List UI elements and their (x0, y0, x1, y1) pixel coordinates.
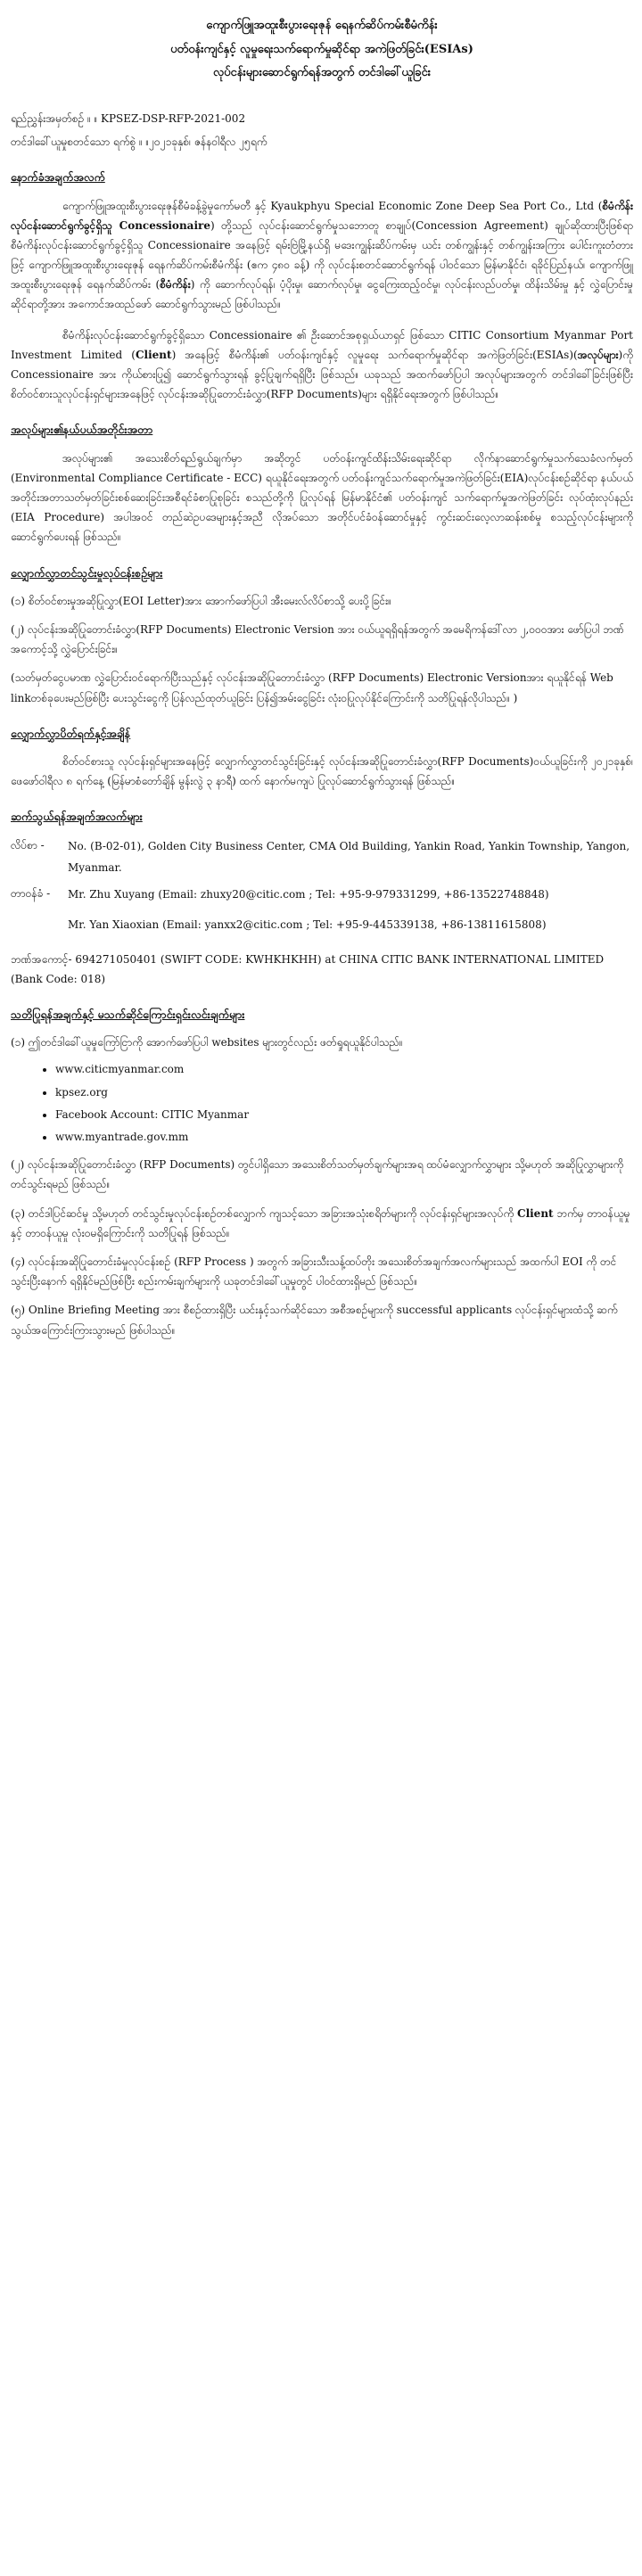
contact-person-1: Mr. Zhu Xuyang (Email: zhuxy20@citic.com ; Tel: +95-9-979331299, +86-13522748848) (68, 887, 549, 901)
deadline-paragraph: စိတ်ဝင်စားသူ လုပ်ငန်းရှင်များအနေဖြင့် လျှောက်လွှာတင်သွင်းခြင်းနှင့် လုပ်ငန်းအဆိုပြုတောင်းခံလွှာ(RFP Documents)ဝယ်ယူခြင်းကို ၂၀၂၁ခုနှစ်၊ ဖေဖော်ဝါရီလ ၈ ရက်နေ့ (မြန်မာစံတော်ချိန် မွန်းလွဲ ၃ နာရီ) ထက် နောက်မကျပဲ ပြုလုပ်ဆောင်ရွက်သွားရန် ဖြစ်သည်။ (11, 755, 633, 788)
contact-heading: ဆက်သွယ်ရန်အချက်အလက်များ (11, 810, 143, 824)
procedure-note: (သတ်မှတ်ငွေပမာဏ လွှဲပြောင်းဝင်ရောက်ပြီးသည်နှင့် လုပ်ငန်းအဆိုပြုတောင်းခံလွှာ (RFP Documents) Electronic Versionအား ရယူနိုင်ရန် Web linkတစ်ခုပေးမည်ဖြစ်ပြီး ပေးသွင်းငွေကို ပြန်လည်ထုတ်ယူခြင်း ပြန်၍အမ်းငွေခြင်း လုံးဝပြုလုပ်နိုင်ကြောင်းကို သတိပြုရန်လိုပါသည်။ ) (11, 671, 613, 704)
client-term: Client (135, 348, 172, 361)
contact-person-2: Mr. Yan Xiaoxian (Email: yanxx2@citic.com ; Tel: +95-9-445339138, +86-13811615808) (68, 918, 547, 931)
document-title-block (11, 14, 633, 86)
title-line-2: ပတ်ဝန်းကျင်နှင့် လူမှုရေးသက်ရောက်မှုဆိုင်ရာ အကဲဖြတ်ခြင်း(ESIAs) (170, 42, 473, 56)
background2-text-c: )ကို Concessionaire အား ကိုယ်စားပြု၍ ဆောင်ရွက်သွားရန် ခွင့်ပြုချက်ရရှိပြီး ဖြစ်သည်။ ယခုသည် အထက်ဖော်ပြပါ အလုပ်များအတွက် တင်ဒါခေါ်ခြင်းဖြစ်ပြီး စိတ်ဝင်စားသူလုပ်ငန်းရှင်များအနေဖြင့် လုပ်ငန်းအဆိုပြုတောင်းခံလွှာ(RFP Documents)များ ရရှိနိုင်ရေးအတွက် ဖြစ်ပါသည်။ (11, 348, 633, 401)
note-3-text-a: (၃) တင်ဒါပြင်ဆင်မှု သို့မဟုတ် တင်သွင်းမှုလုပ်ငန်းစဉ်တစ်လျှောက် ကျသင့်သော အခြားအသုံးစရိတ်များကို လုပ်ငန်းရှင်များအလုပ်ကို (11, 1206, 518, 1220)
website-item[interactable]: • www.citicmyanmar.com (55, 1061, 633, 1078)
bank-account: ဘဏ်အကောင့်- 694271050401 (SWIFT CODE: KWHKHKHH) at CHINA CITIC BANK INTERNATIONAL LIMITED (Bank Code: 018) (11, 952, 605, 985)
background-paragraph-1 (11, 196, 633, 315)
title-line-1: ကျောက်ဖြူအထူးစီးပွားရေးဇုန် ရေနက်ဆိပ်ကမ်းစီမံကိန်း (206, 19, 438, 32)
works-term: အလုပ်များ (577, 348, 619, 361)
concessionaire-term: စီမံကိန်းလုပ်ငန်းဆောင်ရွက်ခွင့်ရှိသူ Concessionaire (11, 199, 633, 232)
note-3-client-term: Client (517, 1206, 554, 1220)
background-paragraph-2 (11, 325, 633, 405)
title-line-3: လုပ်ငန်းများဆောင်ရွက်ရန်အတွက် တင်ဒါခေါ်ယူခြင်း (212, 66, 432, 80)
note-4: (၄) လုပ်ငန်းအဆိုပြုတောင်းခံမှုလုပ်ငန်းစဉ် (RFP Process ) အတွက် အခြားသီးသန့်ထပ်တိုး အသေးစိတ်အချက်အလက်များသည် အထက်ပါ EOI ကို တင်သွင်းပြီးနောက် ရရှိနိုင်မည်ဖြစ်ပြီး စည်းကမ်းချက်များကို ယခုတင်ဒါခေါ်ယူမှုတွင် ပါဝင်ထားရှိမည် ဖြစ်သည်။ (11, 1255, 617, 1288)
note-2: (၂) လုပ်ငန်းအဆိုပြုတောင်းခံလွှာ (RFP Documents) တွင်ပါရှိသော အသေးစိတ်သတ်မှတ်ချက်များအရ ထပ်မံလျှောက်လွှာများ သို့မဟုတ် အဆိုပြုလွှာများကို တင်သွင်းရမည် ဖြစ်သည်။ (11, 1158, 624, 1191)
contact-person-list (68, 884, 633, 944)
address-label: လိပ်စာ - (11, 838, 45, 852)
procedure-heading: လျှောက်လွှာတင်သွင်းမှုလုပ်ငန်းစဉ်များ (11, 565, 163, 580)
background-text-c: ) ကို ဆောက်လုပ်ရန်၊ ပံ့ပိုးမှု၊ ဆောက်လုပ်မှု၊ ငွေကြေးထည့်ဝင်မှု၊ လုပ်ငန်းလည်ပတ်မှု၊ ထိန်းသိမ်းမှု နှင့် လွှဲပြောင်းမှု ဆိုင်ရာတို့အား အကောင်အထည်ဖော် ဆောင်ရွက်သွားမည် ဖြစ်ပါသည်။ (11, 278, 633, 311)
website-item[interactable]: • www.myantrade.gov.mm (55, 1129, 633, 1146)
background-text-a: ကျောက်ဖြူအထူးစီးပွားရေးဇုန်စီမံခန့်ခွဲမှုကော်မတီ နှင့် Kyaukphyu Special Economic Zone Deep Sea Port Co., Ltd ( (62, 199, 603, 212)
contact-person-row (11, 884, 633, 944)
background2-text-b: ) အနေဖြင့် စီမံကိန်း၏ ပတ်ဝန်းကျင်နှင့် လူမှုရေး သက်ရောက်မှုဆိုင်ရာ အကဲဖြတ်ခြင်း(ESIAs)( (171, 348, 578, 361)
notes-heading: သတိပြုရန်အချက်နှင့် မသက်ဆိုင်ကြောင်းရှင်းလင်းချက်များ (11, 1008, 245, 1022)
background2-text-a: စီမံကိန်းလုပ်ငန်းဆောင်ရွက်ခွင့်ရှိသော Concessionaire ၏ ဦးဆောင်အစုရှယ်ယာရှင် ဖြစ်သော CITIC Consortium Myanmar Port Investment Limited ( (11, 328, 633, 361)
project-term: စီမံကိန်း (160, 278, 191, 292)
background-heading: နောက်ခံအချက်အလက် (11, 170, 105, 185)
scope-heading: အလုပ်များ၏နယ်ပယ်အတိုင်းအတာ (11, 423, 153, 437)
procedure-step-1: (၁) စိတ်ဝင်စားမှုအဆိုပြုလွှာ(EOI Letter)အား အောက်ဖော်ပြပါ အီးမေးလ်လိပ်စာသို့ ပေးပို့ခြင်း။ (11, 594, 391, 607)
website-item[interactable]: • Facebook Account: CITIC Myanmar (55, 1107, 633, 1123)
scope-paragraph: အလုပ်များ၏ အသေးစိတ်ရည်ရွယ်ချက်မှာ အဆိုတွင် ပတ်ဝန်းကျင်ထိန်းသိမ်းရေးဆိုင်ရာ လိုက်နာဆောင်ရွက်မှုသက်သေခံလက်မှတ် (Environmental Compliance Certificate - ECC) ရယူနိုင်ရေးအတွက် ပတ်ဝန်းကျင်သက်ရောက်မှုအကဲဖြတ်ခြင်း(EIA)လုပ်ငန်းစဉ်ဆိုင်ရာ နယ်ပယ်အတိုင်းအတာသတ်မှတ်ခြင်းစစ်ဆေးခြင်းအစီရင်ခံစာပြုစုခြင်း စသည်တို့ကို ပြုလုပ်ရန် မြန်မာနိုင်ငံ၏ ပတ်ဝန်းကျင် သက်ရောက်မှုအကဲဖြတ်ခြင်း လုပ်ထုံးလုပ်နည်း (EIA Procedure) အပါအဝင် တည်ဆဲဥပဒေများနှင့်အညီ လိုအပ်သော အတိုင်ပင်ခံဝန်ဆောင်မှုနှင့် ကွင်းဆင်းလေ့လာဆန်းစစ်မှု စသည့်လုပ်ငန်းများကို ဆောင်ရွက်ပေးရန် ဖြစ်သည်။ (11, 451, 633, 544)
issue-date: တင်ဒါခေါ်ယူမှုစတင်သော ရက်စွဲ ။ ။၂၀၂၁ခုနှစ်၊ ဇန်နဝါရီလ ၂၅ရက် (11, 136, 268, 149)
background-text-b: ) တို့သည် လုပ်ငန်းဆောင်ရွက်မှုသဘောတူ စာချုပ်(Concession Agreement) ချုပ်ဆိုထားပြီးဖြစ်ရာ စီမံကိန်းလုပ်ငန်းဆောင်ရွက်ခွင့်ရှိသူ Concessionaire အနေဖြင့် ရမ်းဗြဲမြို့နယ်ရှိ မဒေးကျွန်းဆိပ်ကမ်းမှ ယင်း တစ်ကျွန်းနှင့် တစ်ကျွန်းအကြား ပေါင်းကူးတံတားဖြင့် ကျောက်ဖြူအထူးစီးပွားရေးဇုန် ရေနက်ဆိပ်ကမ်းစီမံကိန်း (ဧက ၄၈၀ ခန့်) ကို လုပ်ငန်းစတင်ဆောင်ရွက်ရန် ပါဝင်သော မြန်မာနိုင်ငံ၊ ရခိုင်ပြည်နယ်၊ ကျောက်ဖြူ အထူးစီးပွားရေးဇုန် ရေနက်ဆိပ်ကမ်း ( (11, 218, 634, 292)
procedure-step-2: (၂) လုပ်ငန်းအဆိုပြုတောင်းခံလွှာ(RFP Documents) Electronic Version အား ဝယ်ယူရရှိရန်အတွက် အမေရိကန်ဒေါ်လာ ၂,၀၀၀အား ဖော်ပြပါ ဘဏ်အကောင့်သို့ လွှဲပြောင်းခြင်း။ (11, 623, 624, 656)
address-row (11, 835, 633, 878)
note-3 (11, 1204, 633, 1243)
note-5: (၅) Online Briefing Meeting အား စီစဉ်ထားရှိပြီး ယင်းနှင့်သက်ဆိုင်သော အစီအစဉ်များကို successful applicants လုပ်ငန်းရှင်များထံသို့ ဆက်သွယ်အကြောင်းကြားသွားမည် ဖြစ်ပါသည်။ (11, 1304, 618, 1337)
reference-block (11, 109, 633, 152)
deadline-heading: လျှောက်လွှာပိတ်ရက်နှင့်အချိန် (11, 726, 131, 740)
website-list (37, 1061, 633, 1146)
note-3-text-b: ဘက်မှ တာဝန်ယူမှုနှင့် တာဝန်ယူမှု လုံးဝမရှိကြောင်းကို သတိပြုရန် ဖြစ်သည်။ (11, 1206, 630, 1239)
address-text: No. (B-02-01), Golden City Business Center, CMA Old Building, Yankin Road, Yankin Township, Yangon, Myanmar. (68, 839, 630, 874)
note-1: (၁) ဤတင်ဒါခေါ်ယူမှုကြော်ငြာကို အောက်ဖော်ပြပါ websites များတွင်လည်း ဖတ်ရှုရယူနိုင်ပါသည်။ (11, 1036, 403, 1049)
website-item[interactable]: • kpsez.org (55, 1084, 633, 1101)
contact-person-label: တာဝန်ခံ - (11, 886, 51, 900)
reference-number: ရည်ညွှန်းအမှတ်စဉ် ။ ။ KPSEZ-DSP-RFP-2021-002 (11, 111, 246, 125)
